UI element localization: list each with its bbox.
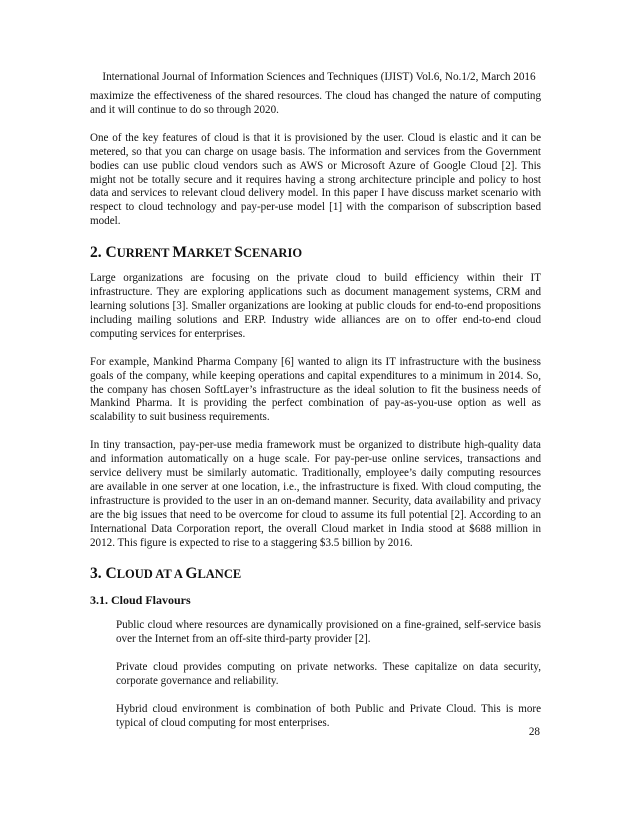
body-paragraph: maximize the effectiveness of the shared resources. The cloud has changed the nature of computing and it will continue to do so through 2020. [90, 90, 541, 116]
body-paragraph: Public cloud where resources are dynamically provisioned on a fine-grained, self-service basis over the Internet from an off-site third-party provider [2]. [116, 619, 541, 646]
body-paragraph: In tiny transaction, pay-per-use media framework must be organized to distribute high-quality data and information automatically on a huge scale. For pay-per-use online services, transactions and service delivery must be similarly automatic. Traditionally, employee’s daily computing resources are available in one server at one location, i.e., the infrastructure is fixed. With cloud computing, the infrastructure is provided to the user in an on-demand manner. Security, data availability and privacy are the big issues that need to be overcome for cloud to assume its full potential [2]. According to an International Data Corporation report, the overall Cloud market in India stood at $688 million in 2012. This figure is expected to rise to a staggering $3.5 billion by 2016. [90, 439, 541, 549]
body-paragraph: Large organizations are focusing on the private cloud to build efficiency within their IT infrastructure. They are exploring applications such as document management systems, CRM and learning solutions [3]. Smaller organizations are looking at public clouds for end-to-end propositions including mailing solutions and ERP. Industry wide alliances are on to offer end-to-end cloud computing services for enterprises. [90, 272, 541, 340]
body-paragraph: One of the key features of cloud is that it is provisioned by the user. Cloud is elastic and it can be metered, so that you can charge on usage basis. The information and services from the Government bodies can use public cloud vendors such as AWS or Microsoft Azure of Google Cloud [2]. This might not be totally secure and it requires having a strong architecture principle and policy to host data and services to relevant cloud delivery model. In this paper I have discuss market scenario with respect to cloud technology and pay-per-use model [1] with the comparison of subscription based model. [90, 131, 541, 228]
body-paragraph: Hybrid cloud environment is combination of both Public and Private Cloud. This is more typical of cloud computing for most enterprises. [116, 703, 541, 729]
section-heading-market-scenario: 2. CURRENT MARKET SCENARIO [90, 244, 303, 262]
page-content [90, 90, 541, 745]
subsection-heading-cloud-flavours: 3.1. Cloud Flavours [90, 593, 191, 608]
body-paragraph: Private cloud provides computing on private networks. These capitalize on data security, corporate governance and reliability. [116, 661, 541, 688]
body-paragraph: For example, Mankind Pharma Company [6] wanted to align its IT infrastructure with the business goals of the company, while keeping operations and capital expenditures to a minimum in 2014. So, the company has chosen SoftLayer’s infrastructure as the ideal solution to fit the business needs of Mankind Pharma. It is providing the perfect combination of pay-as-you-use option as well as scalability to suit business requirements. [90, 355, 541, 424]
page-number: 28 [528, 726, 540, 738]
section-heading-cloud-at-a-glance: 3. CLOUD AT A GLANCE [90, 565, 242, 583]
cloud-flavours-list [116, 619, 541, 730]
running-header: International Journal of Information Sciences and Techniques (IJIST) Vol.6, No.1/2, March 2016 [102, 71, 536, 83]
